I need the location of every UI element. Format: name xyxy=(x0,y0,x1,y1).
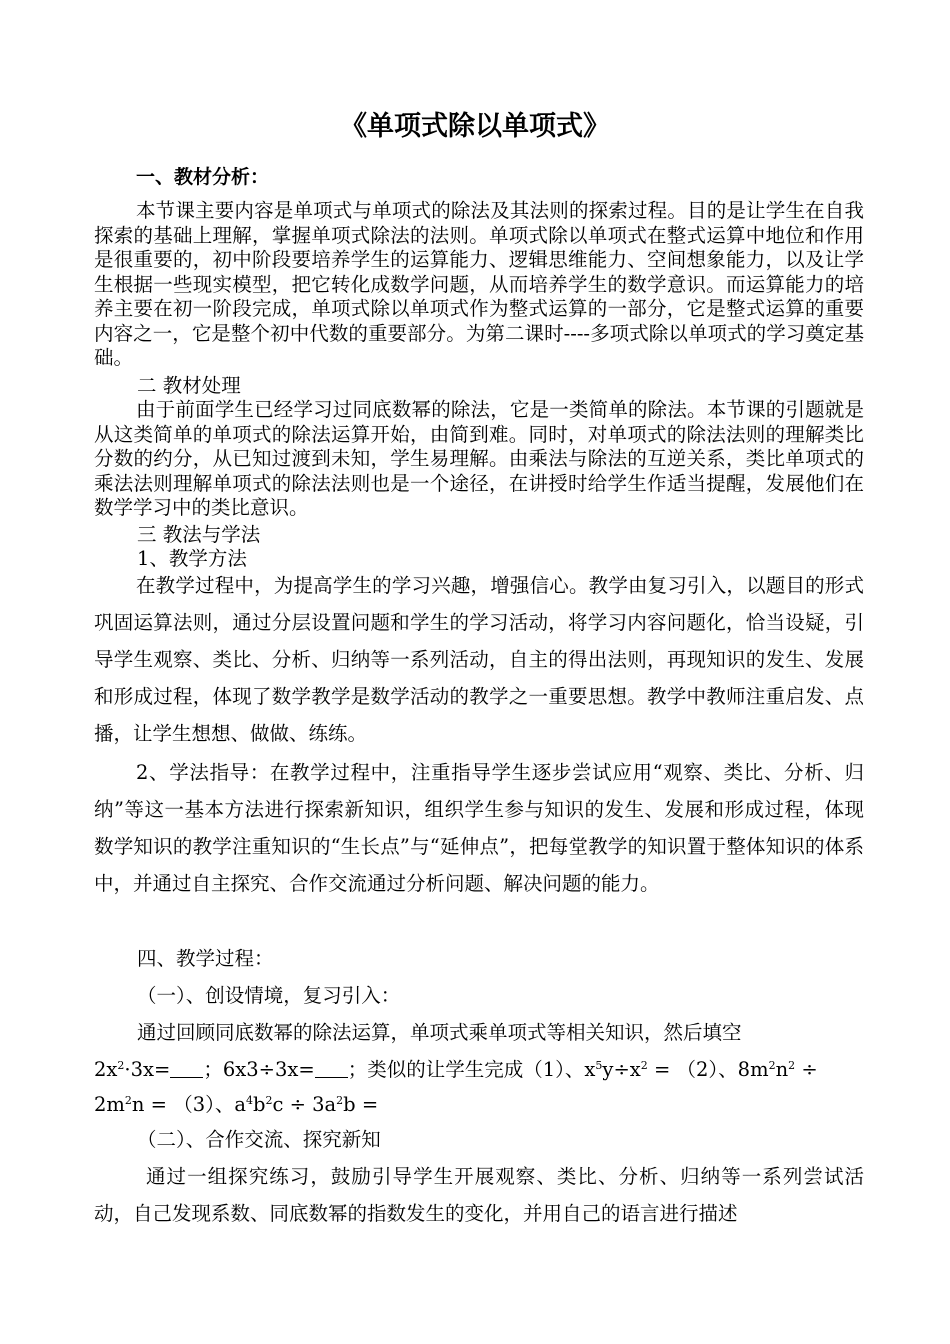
paragraph-textbook-analysis: 本节课主要内容是单项式与单项式的除法及其法则的探索过程。目的是让学生在自我探索的基础上理解，掌握单项式除法的法则。单项式除以单项式在整式运算中地位和作用是很重要的，初中阶段要培养学生的运算能力、逻辑思维能力、空间想象能力，以及让学生根据一些现实模型，把它转化成数学问题，从而培养学生的数学意识。而运算能力的培养主要在初一阶段完成，单项式除以单项式作为整式运算的一部分，它是整式运算的重要内容之一，它是整个初中代数的重要部分。为第二课时----多项式除以单项式的学习奠定基础。 xyxy=(94,199,864,369)
paragraph-exploration: 通过一组探究练习，鼓励引导学生开展观察、类比、分析、归纳等一系列尝试活动，自己发现系数、同底数幂的指数发生的变化，并用自己的语言进行描述 xyxy=(94,1165,864,1225)
math-term: b = xyxy=(343,1093,379,1116)
paragraph-textbook-processing: 由于前面学生已经学习过同底数幂的除法，它是一类简单的除法。本节课的引题就是从这类简单的单项式的除法运算开始，由简到难。同时，对单项式的除法法则的理解类比分数的约分，从已知过渡到未知，学生易理解。由乘法与除法的互逆关系，类比单项式的乘法法则理解单项式的除法法则也是一个途径，在讲授时给学生作适当提醒，发展他们在数学学习中的类比意识。 xyxy=(94,398,864,519)
math-exercise-line-2 xyxy=(94,1086,378,1123)
math-term: 2x xyxy=(94,1058,118,1081)
exponent: 2 xyxy=(640,1059,648,1072)
fill-blank-1 xyxy=(170,1059,203,1078)
section-heading-methods: 三 教法与学法 xyxy=(137,523,261,546)
exponent: 2 xyxy=(788,1059,796,1072)
math-term: n xyxy=(775,1058,789,1081)
section-heading-teaching-process: 四、教学过程： xyxy=(137,947,274,970)
math-term: ÷ xyxy=(795,1058,818,1081)
paragraph-learning-guidance: 2、学法指导：在教学过程中，注重指导学生逐步尝试应用“观察、类比、分析、归纳”等这一基本方法进行探索新知识，组织学生参与知识的发生、发展和形成过程，体现数学知识的教学注重知识的“生长点”与“延伸点”，把每堂教学的知识置于整体知识的体系中，并通过自主探究、合作交流通过分析问题、解决问题的能力。 xyxy=(94,761,864,895)
subheading-teaching-method: 1、教学方法 xyxy=(137,547,247,570)
subheading-cooperation-exploration: （二）、合作交流、探究新知 xyxy=(137,1128,381,1151)
math-term: ；6x3÷3x= xyxy=(203,1058,315,1081)
math-term: 2m xyxy=(94,1093,125,1116)
exponent: 2 xyxy=(124,1094,132,1107)
paragraph-teaching-method: 在教学过程中，为提高学生的学习兴趣，增强信心。教学由复习引入，以题目的形式巩固运算法则，通过分层设置问题和学生的学习活动，将学习内容问题化，恰当设疑，引导学生观察、类比、分析、归纳等一系列活动，自主的得出法则，再现知识的发生、发展和形成过程，体现了数学教学是数学活动的教学之一重要思想。教学中教师注重启发、点播，让学生想想、做做、练练。 xyxy=(94,574,864,745)
paragraph-review-intro: 通过回顾同底数幂的除法运算，单项式乘单项式等相关知识，然后填空 xyxy=(137,1021,742,1044)
subheading-scenario-review: （一）、创设情境，复习引入： xyxy=(137,984,401,1007)
exponent: 2 xyxy=(768,1059,776,1072)
section-heading-textbook-processing: 二 教材处理 xyxy=(137,374,241,397)
fill-blank-2 xyxy=(315,1059,348,1078)
section-heading-textbook-analysis: 一、教材分析： xyxy=(136,166,270,188)
exponent: 4 xyxy=(245,1094,253,1107)
exponent: 2 xyxy=(117,1059,125,1072)
math-term: ；类似的让学生完成（1）、x xyxy=(347,1058,596,1081)
math-term: c ÷ 3a xyxy=(272,1093,337,1116)
math-term: = （2）、8m xyxy=(647,1058,769,1081)
math-term: b xyxy=(252,1093,266,1116)
math-term: n = （3）、a xyxy=(131,1093,246,1116)
exponent: 2 xyxy=(265,1094,273,1107)
math-term: ·3x= xyxy=(124,1058,171,1081)
math-exercise-line-1 xyxy=(94,1051,818,1088)
document-title: 《单项式除以单项式》 xyxy=(340,111,610,142)
exponent: 5 xyxy=(595,1059,603,1072)
math-term: y÷x xyxy=(602,1058,641,1081)
exponent: 2 xyxy=(336,1094,344,1107)
